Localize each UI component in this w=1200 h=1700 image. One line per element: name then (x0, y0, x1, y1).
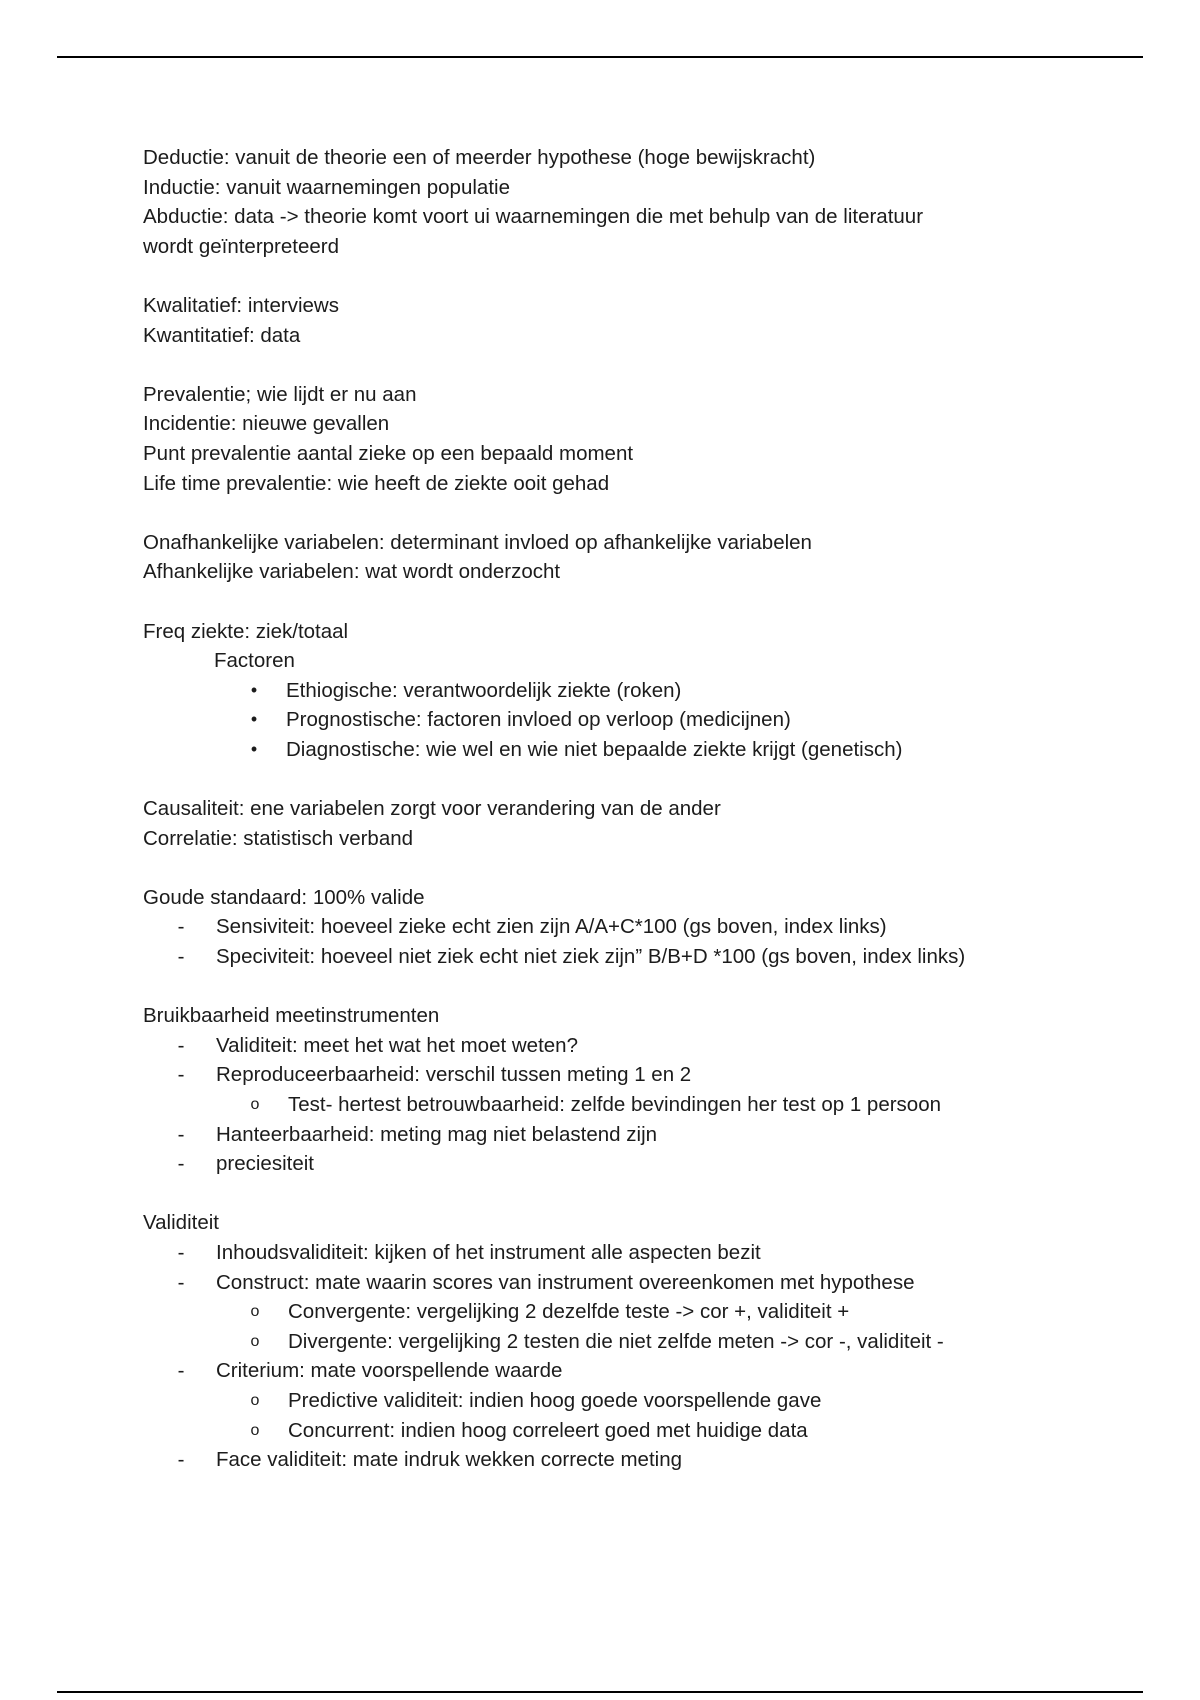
list-item-text: Diagnostische: wie wel en wie niet bepaalde ziekte krijgt (genetisch) (286, 737, 903, 761)
block-subheading: Factoren (214, 649, 295, 673)
list-item-text: Sensiviteit: hoeveel zieke echt zien zijn A/A+C*100 (gs boven, index links) (216, 915, 887, 939)
list-item-text: Criterium: mate voorspellende waarde (216, 1359, 563, 1383)
prevalence-block (143, 380, 1143, 498)
list-item-text: Construct: mate waarin scores van instrument overeenkomen met hypothese (216, 1270, 915, 1294)
list-item (143, 1356, 1143, 1386)
list-item-text: Prognostische: factoren invloed op verloop (medicijnen) (286, 708, 791, 732)
list-item-text: Reproduceerbaarheid: verschil tussen meting 1 en 2 (216, 1063, 692, 1087)
list-item (143, 735, 1143, 765)
circle-marker: o (250, 1332, 260, 1350)
dash-marker: - (177, 1270, 185, 1294)
sub-list-item (143, 1297, 1143, 1327)
dash-marker: - (177, 1152, 185, 1176)
text-line: Kwalitatief: interviews (143, 293, 339, 317)
text-line: Deductie: vanuit de theorie een of meerder hypothese (hoge bewijskracht) (143, 146, 816, 169)
list-item-text: Inhoudsvaliditeit: kijken of het instrument alle aspecten bezit (216, 1240, 761, 1264)
list-item (143, 1238, 1143, 1268)
footer-rule (57, 1691, 1143, 1693)
text-line: Prevalentie; wie lijdt er nu aan (143, 382, 417, 406)
text-line: Incidentie: nieuwe gevallen (143, 412, 390, 436)
text-line: wordt geïnterpreteerd (143, 234, 340, 258)
document-body (143, 143, 1143, 1504)
list-item (143, 676, 1143, 706)
circle-marker: o (250, 1096, 260, 1113)
list-item (143, 1120, 1143, 1150)
list-item-text: Hanteerbaarheid: meting mag niet belastend zijn (216, 1122, 658, 1146)
list-item (143, 705, 1143, 735)
circle-marker: o (250, 1421, 260, 1439)
dash-marker: - (177, 915, 185, 939)
list-item (143, 912, 1143, 942)
sub-list-item (143, 1386, 1143, 1416)
variables-block (143, 528, 1143, 587)
block-heading: Freq ziekte: ziek/totaal (143, 619, 349, 643)
list-item (143, 1268, 1143, 1298)
text-line: Afhankelijke variabelen: wat wordt onderzocht (143, 560, 561, 584)
sub-list-item-text: Divergente: vergelijking 2 testen die niet zelfde meten -> cor -, validiteit - (288, 1329, 944, 1353)
dash-marker: - (177, 1448, 185, 1472)
text-line: Correlatie: statistisch verband (143, 826, 414, 850)
text-line: Causaliteit: ene variabelen zorgt voor verandering van de ander (143, 797, 721, 821)
gold-standard-block (143, 883, 1143, 972)
text-line: Abductie: data -> theorie komt voort ui waarnemingen die met behulp van de literatuur (143, 205, 924, 229)
dash-marker: - (177, 1033, 185, 1057)
dash-marker: - (177, 1359, 185, 1383)
circle-marker: o (250, 1391, 260, 1409)
block-heading: Validiteit (143, 1211, 219, 1235)
list-item-text: Validiteit: meet het wat het moet weten? (216, 1033, 578, 1057)
validity-block (143, 1208, 1143, 1474)
list-item (143, 1149, 1143, 1179)
block-heading: Goude standaard: 100% valide (143, 885, 425, 909)
causality-block (143, 794, 1143, 853)
text-line: Life time prevalentie: wie heeft de ziekte ooit gehad (143, 471, 610, 495)
sub-list-item-text: Test- hertest betrouwbaarheid: zelfde bevindingen her test op 1 persoon (288, 1093, 941, 1116)
usability-block (143, 1001, 1143, 1179)
research-type-block (143, 291, 1143, 350)
bullet-marker: • (250, 679, 258, 700)
list-item (143, 1445, 1143, 1475)
reasoning-block (143, 143, 1143, 261)
list-item-text: preciesiteit (216, 1152, 314, 1176)
dash-marker: - (177, 1240, 185, 1264)
bullet-marker: • (250, 738, 258, 759)
sub-list-item-text: Concurrent: indien hoog correleert goed met huidige data (288, 1418, 808, 1442)
dash-marker: - (177, 1122, 185, 1146)
sub-list-item-text: Convergente: vergelijking 2 dezelfde teste -> cor +, validiteit + (288, 1300, 850, 1324)
dash-marker: - (177, 945, 185, 969)
list-item (143, 1031, 1143, 1061)
sub-list-item-text: Predictive validiteit: indien hoog goede voorspellende gave (288, 1388, 822, 1412)
frequency-block (143, 617, 1143, 765)
sub-list-item (143, 1327, 1143, 1357)
header-rule (57, 56, 1143, 58)
list-item-text: Face validiteit: mate indruk wekken correcte meting (216, 1448, 683, 1472)
bullet-marker: • (250, 709, 258, 730)
list-item (143, 1060, 1143, 1090)
circle-marker: o (250, 1303, 260, 1321)
text-line: Inductie: vanuit waarnemingen populatie (143, 175, 510, 199)
text-line: Kwantitatief: data (143, 323, 301, 347)
text-line: Punt prevalentie aantal zieke op een bepaald moment (143, 441, 634, 465)
sub-list-item (143, 1416, 1143, 1446)
text-line: Onafhankelijke variabelen: determinant invloed op afhankelijke variabelen (143, 530, 812, 554)
list-item-text: Speciviteit: hoeveel niet ziek echt niet ziek zijn” B/B+D *100 (gs boven, index links) (216, 945, 966, 969)
list-item-text: Ethiogische: verantwoordelijk ziekte (roken) (286, 678, 682, 702)
list-item (143, 942, 1143, 972)
dash-marker: - (177, 1063, 185, 1087)
sub-list-item (143, 1090, 1143, 1120)
block-heading: Bruikbaarheid meetinstrumenten (143, 1004, 440, 1028)
